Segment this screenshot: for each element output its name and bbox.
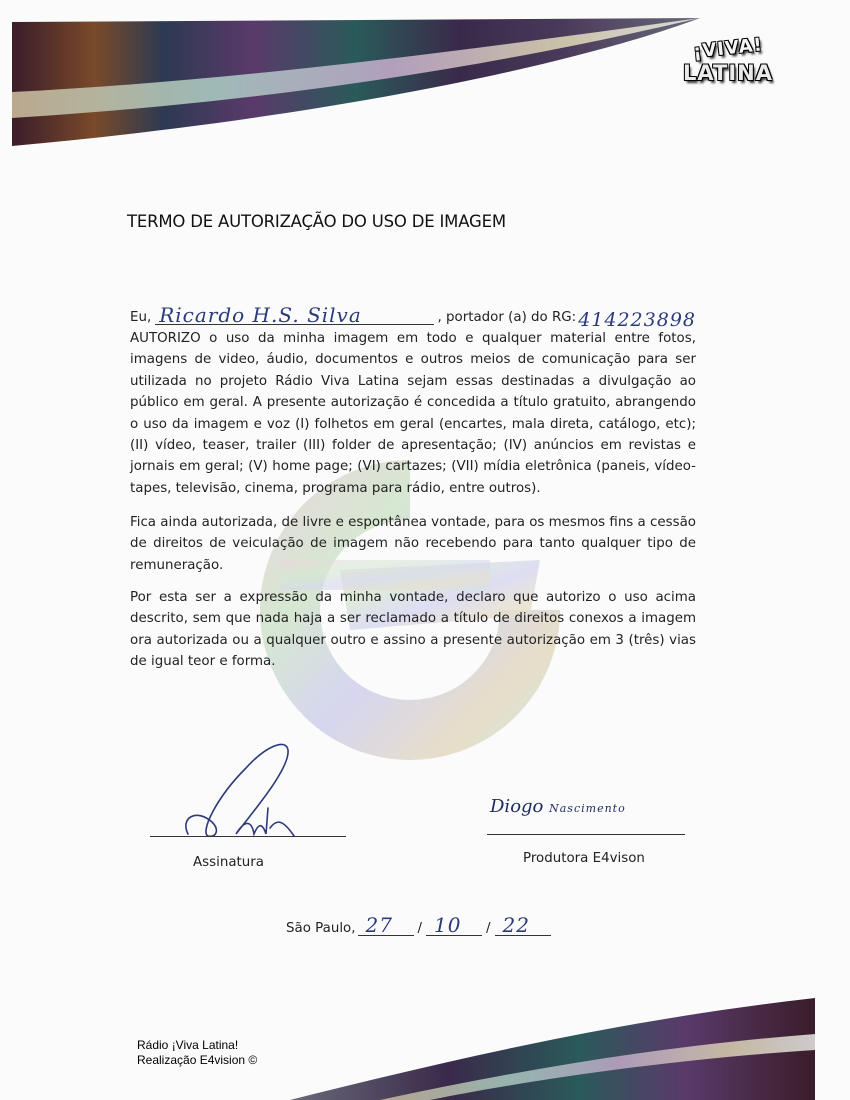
footer-line-2: Realização E4vision © — [137, 1053, 258, 1067]
producer-handwritten-signature — [490, 796, 626, 817]
paragraph-1-text: AUTORIZO o uso da minha imagem em todo e qualquer material entre fotos, imagens de video, áudio, documentos e outros meios de comunicação para ser utilizada no projeto Rádio Viva Latina sejam essas destinadas a divulgação ao público em geral. A presente autorização é concedida a título gratuito, abrangendo o uso da imagem e voz (I) folhetos em geral (encartes, mala direta, catálogo, etc); (II) vídeo, teaser, trailer (III) folder de apresentação; (IV) anúncios em revistas e jornais em geral; (V) home page; (VI) cartazes; (VII) mídia eletrônica (paneis, vídeo-tapes, televisão, cinema, programa para rádio, entre outros). — [130, 331, 696, 496]
intro-line — [130, 303, 696, 331]
footer — [137, 1038, 257, 1068]
producer-label: Produtora E4vison — [523, 851, 645, 866]
date-month-field — [426, 913, 482, 936]
handwritten-name: Ricardo H.S. Silva — [159, 303, 362, 327]
signature-line-right — [487, 834, 685, 835]
handwritten-rg: 414223898 — [578, 309, 696, 331]
intro-eu: Eu, — [130, 309, 152, 325]
date-day: 27 — [365, 913, 393, 937]
logo-line-2: LATINA — [683, 61, 773, 85]
date-line: São Paulo, 27 / 10 / 22 — [286, 913, 553, 936]
date-place: São Paulo, — [286, 921, 356, 936]
producer-sig-last: Nascimento — [549, 802, 626, 815]
date-year: 22 — [502, 913, 530, 937]
date-year-field — [495, 913, 551, 936]
intro-portador: , portador (a) do RG: — [437, 309, 577, 325]
paragraph-2-text: Fica ainda autorizada, de livre e espontânea vontade, para os mesmos fins a cessão de direitos de veiculação de imagem não recebendo para tanto qualquer tipo de remuneração. — [130, 515, 696, 573]
viva-latina-logo — [678, 34, 778, 98]
logo-line-1: ¡VIVA! — [692, 34, 764, 63]
date-month: 10 — [434, 913, 462, 937]
document-title: TERMO DE AUTORIZAÇÃO DO USO DE IMAGEM — [127, 212, 506, 231]
paragraph-authorization — [130, 303, 696, 499]
signature-label: Assinatura — [193, 855, 264, 870]
bottom-banner-graphic — [0, 990, 850, 1100]
paragraph-cession — [130, 512, 696, 576]
handwritten-signature — [176, 738, 296, 842]
footer-line-1: Rádio ¡Viva Latina! — [137, 1038, 239, 1052]
producer-sig-first: Diogo — [490, 796, 544, 817]
paragraph-declaration — [130, 587, 696, 673]
name-field — [155, 302, 433, 325]
signature-line-left — [150, 836, 346, 837]
date-day-field — [358, 913, 414, 936]
paragraph-3-text: Por esta ser a expressão da minha vontade, declaro que autorizo o uso acima descrito, sem que nada haja a ser reclamado a título de direitos conexos a imagem ora autorizada ou a qualquer outro e assino a presente autorização em 3 (três) vias de igual teor e forma. — [130, 590, 696, 670]
